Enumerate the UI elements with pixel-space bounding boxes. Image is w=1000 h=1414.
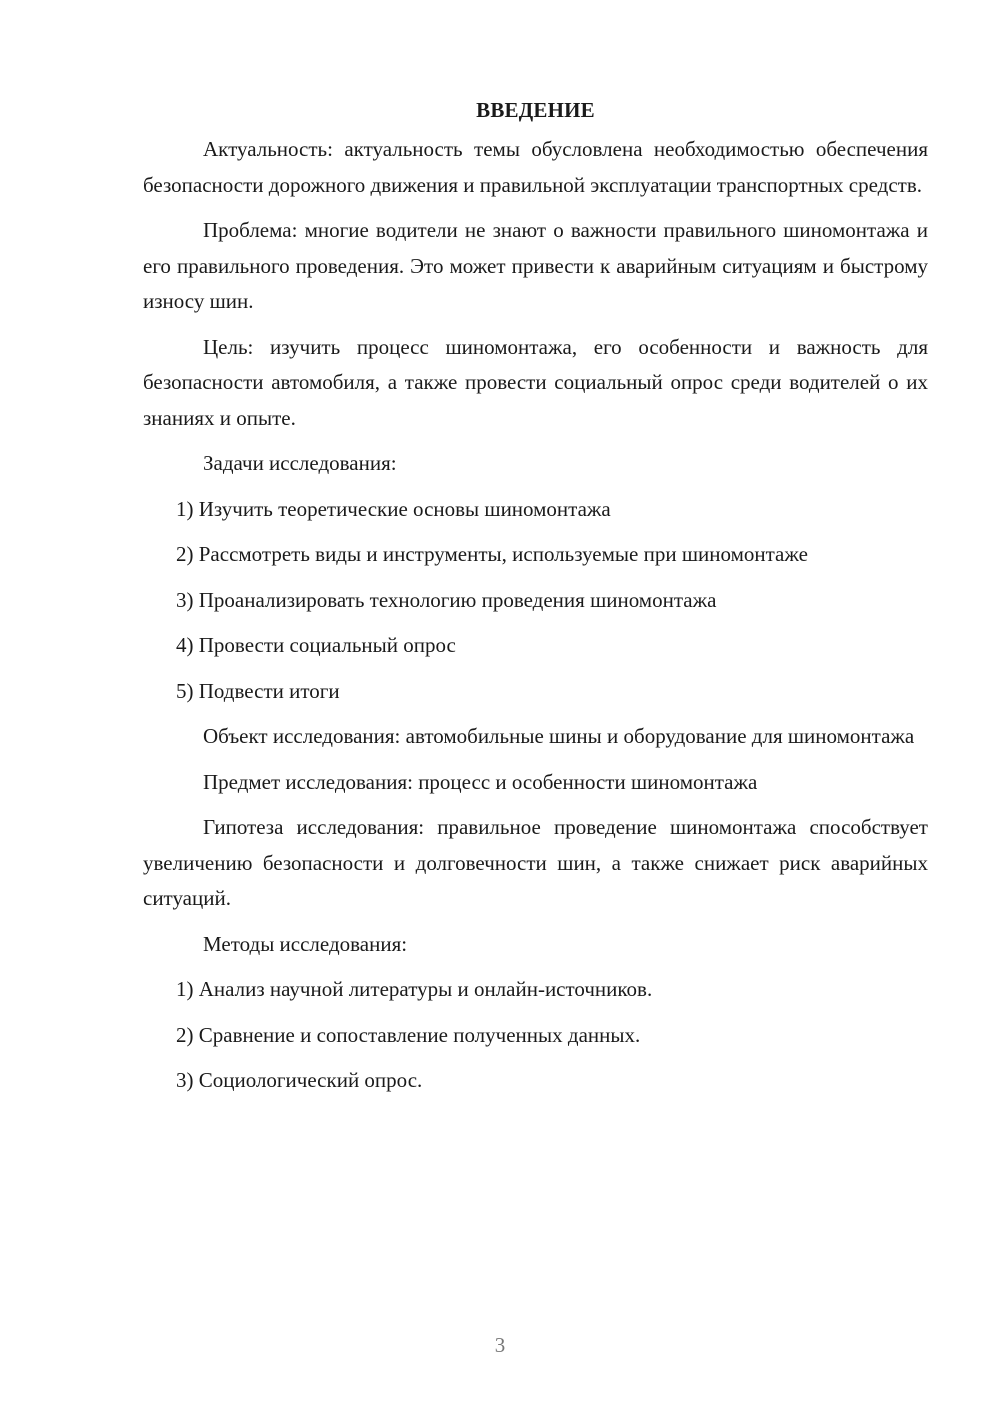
document-body (143, 92, 928, 1109)
goal-paragraph: Цель: изучить процесс шиномонтажа, его особенности и важность для безопасности автомобиля, а также провести социальный опрос среди водителей о их знаниях и опыте. (143, 334, 928, 430)
list-item: 2) Сравнение и сопоставление полученных данных. (176, 1022, 641, 1047)
list-item: 4) Провести социальный опрос (176, 633, 456, 657)
list-item: 1) Изучить теоретические основы шиномонтажа (176, 496, 611, 521)
list-item: 2) Рассмотреть виды и инструменты, используемые при шиномонтаже (176, 542, 808, 566)
list-item: 3) Проанализировать технологию проведения шиномонтажа (176, 587, 717, 612)
list-item: 3) Социологический опрос. (176, 1068, 423, 1092)
methods-heading: Методы исследования: (203, 931, 408, 956)
tasks-heading: Задачи исследования: (203, 451, 397, 475)
list-item: 1) Анализ научной литературы и онлайн-источников. (176, 977, 653, 1001)
methods-list (143, 972, 928, 1099)
section-title: ВВЕДЕНИЕ (476, 98, 595, 122)
relevance-paragraph: Актуальность: актуальность темы обусловлена необходимостью обеспечения безопасности дорожного движения и правильной эксплуатации транспортных средств. (143, 137, 928, 197)
problem-paragraph: Проблема: многие водители не знают о важности правильного шиномонтажа и его правильного проведения. Это может привести к аварийным ситуациям и быстрому износу шин. (143, 218, 928, 313)
page-number: 3 (494, 1333, 506, 1357)
subject-paragraph: Предмет исследования: процесс и особенности шиномонтажа (203, 769, 758, 794)
object-paragraph: Объект исследования: автомобильные шины и оборудование для шиномонтажа (203, 724, 915, 748)
tasks-list (143, 492, 928, 710)
list-item: 5) Подвести итоги (176, 678, 340, 703)
hypothesis-paragraph: Гипотеза исследования: правильное проведение шиномонтажа способствует увеличению безопасности и долговечности шин, а также снижает риск аварийных ситуаций. (143, 815, 928, 910)
